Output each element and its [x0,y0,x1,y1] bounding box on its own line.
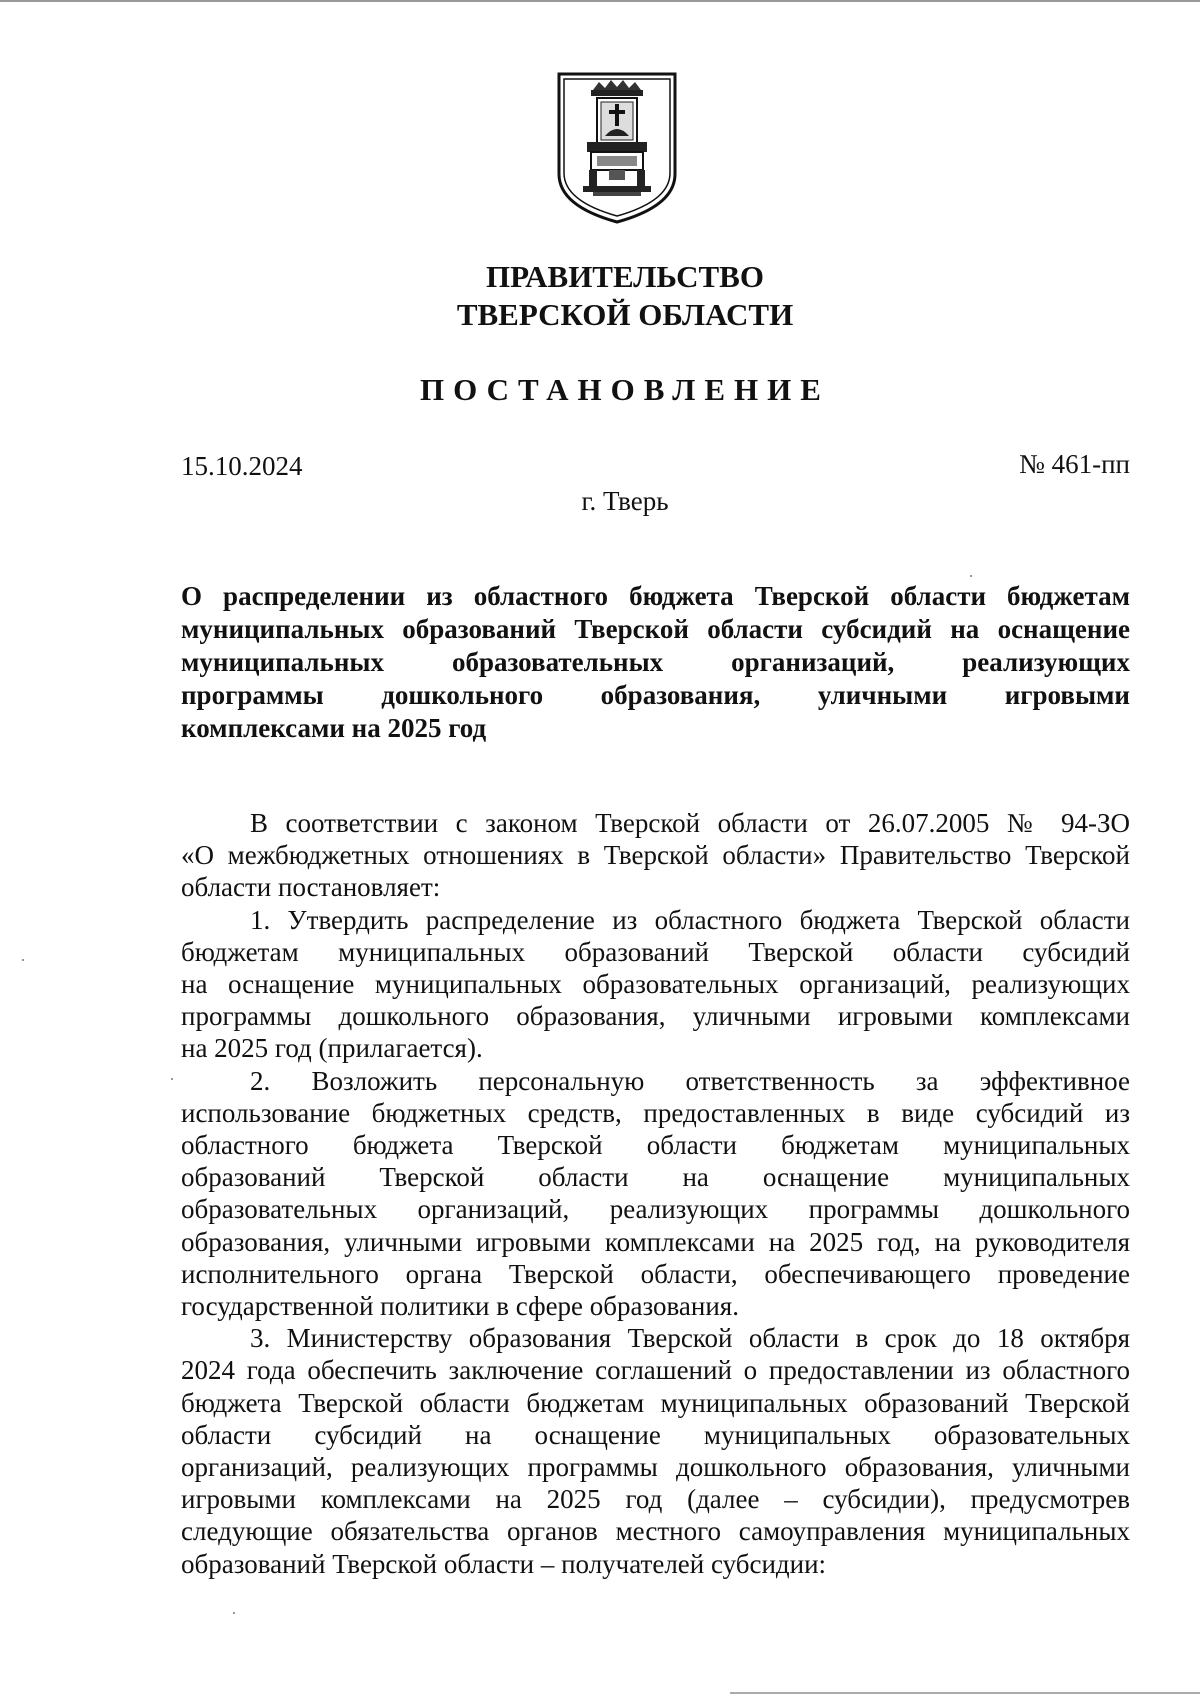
scan-edge-bottom [730,1692,1200,1694]
body-line: государственной политики в сфере образования. [181,1291,739,1322]
body-line: игровыми комплексами на 2025 год (далее – субсидии), предусмотрев [181,1484,1130,1515]
body-line: бюджета Тверской области бюджетам муниципальных образований Тверской [181,1387,1130,1418]
body-line: «О межбюджетных отношениях в Тверской области» Правительство Тверской [181,840,1130,871]
document-body [181,807,1130,1580]
organization-name-line1: ПРАВИТЕЛЬСТВО [486,259,764,294]
document-title [181,580,1130,745]
title-line: комплексами на 2025 год [181,713,487,743]
body-line: образований Тверской области – получателей субсидии: [181,1548,827,1579]
scan-edge-top [0,0,1200,2]
body-line: бюджетам муниципальных образований Тверской области субсидий [181,936,1130,967]
document-type: ПОСТАНОВЛЕНИЕ [420,372,830,407]
document-number: № 461-пп [1019,449,1130,479]
scan-speck [233,1612,235,1614]
body-line: на оснащение муниципальных образовательных организаций, реализующих [181,969,1130,1000]
scan-speck [22,959,24,961]
body-line: на 2025 год (прилагается). [181,1033,483,1064]
body-line: образовательных организаций, реализующих программы дошкольного [181,1194,1130,1225]
body-line: В соответствии с законом Тверской области от 26.07.2005 № 94-ЗО [250,808,1130,838]
body-line: образований Тверской области на оснащение муниципальных [181,1162,1130,1193]
document-date: 15.10.2024 [181,451,303,481]
body-line: образования, уличными игровыми комплексами на 2025 год, на руководителя [181,1226,1130,1257]
body-line: области субсидий на оснащение муниципальных образовательных [181,1419,1130,1450]
body-line: программы дошкольного образования, уличными игровыми комплексами [181,1001,1130,1032]
title-line: муниципальных образовательных организаций, реализующих [181,647,1130,677]
body-line: 2. Возложить персональную ответственность за эффективное [250,1065,1130,1096]
body-line: 2024 года обеспечить заключение соглашений о предоставлении из областного [181,1355,1130,1386]
body-line: областного бюджета Тверской области бюджетам муниципальных [181,1130,1130,1161]
body-line: использование бюджетных средств, предоставленных в виде субсидий из [181,1097,1130,1128]
title-line: О распределении из областного бюджета Тверской области бюджетам [181,581,1130,611]
title-line: муниципальных образований Тверской области субсидий на оснащение [181,614,1130,644]
body-line: организаций, реализующих программы дошкольного образования, уличными [181,1452,1130,1483]
body-line: 1. Утвердить распределение из областного бюджета Тверской области [250,904,1130,935]
scan-speck [970,575,972,577]
body-line: исполнительного органа Тверской области, обеспечивающего проведение [181,1258,1130,1289]
body-line: 3. Министерству образования Тверской области в срок до 18 октября [250,1323,1130,1354]
body-line: области постановляет: [181,872,441,903]
organization-name-line2: ТВЕРСКОЙ ОБЛАСТИ [456,297,794,332]
coat-of-arms-icon [553,70,681,226]
title-line: программы дошкольного образования, уличными игровыми [181,680,1130,710]
document-city: г. Тверь [581,486,669,516]
body-line: следующие обязательства органов местного самоуправления муниципальных [181,1516,1130,1547]
scan-speck [171,1078,173,1080]
